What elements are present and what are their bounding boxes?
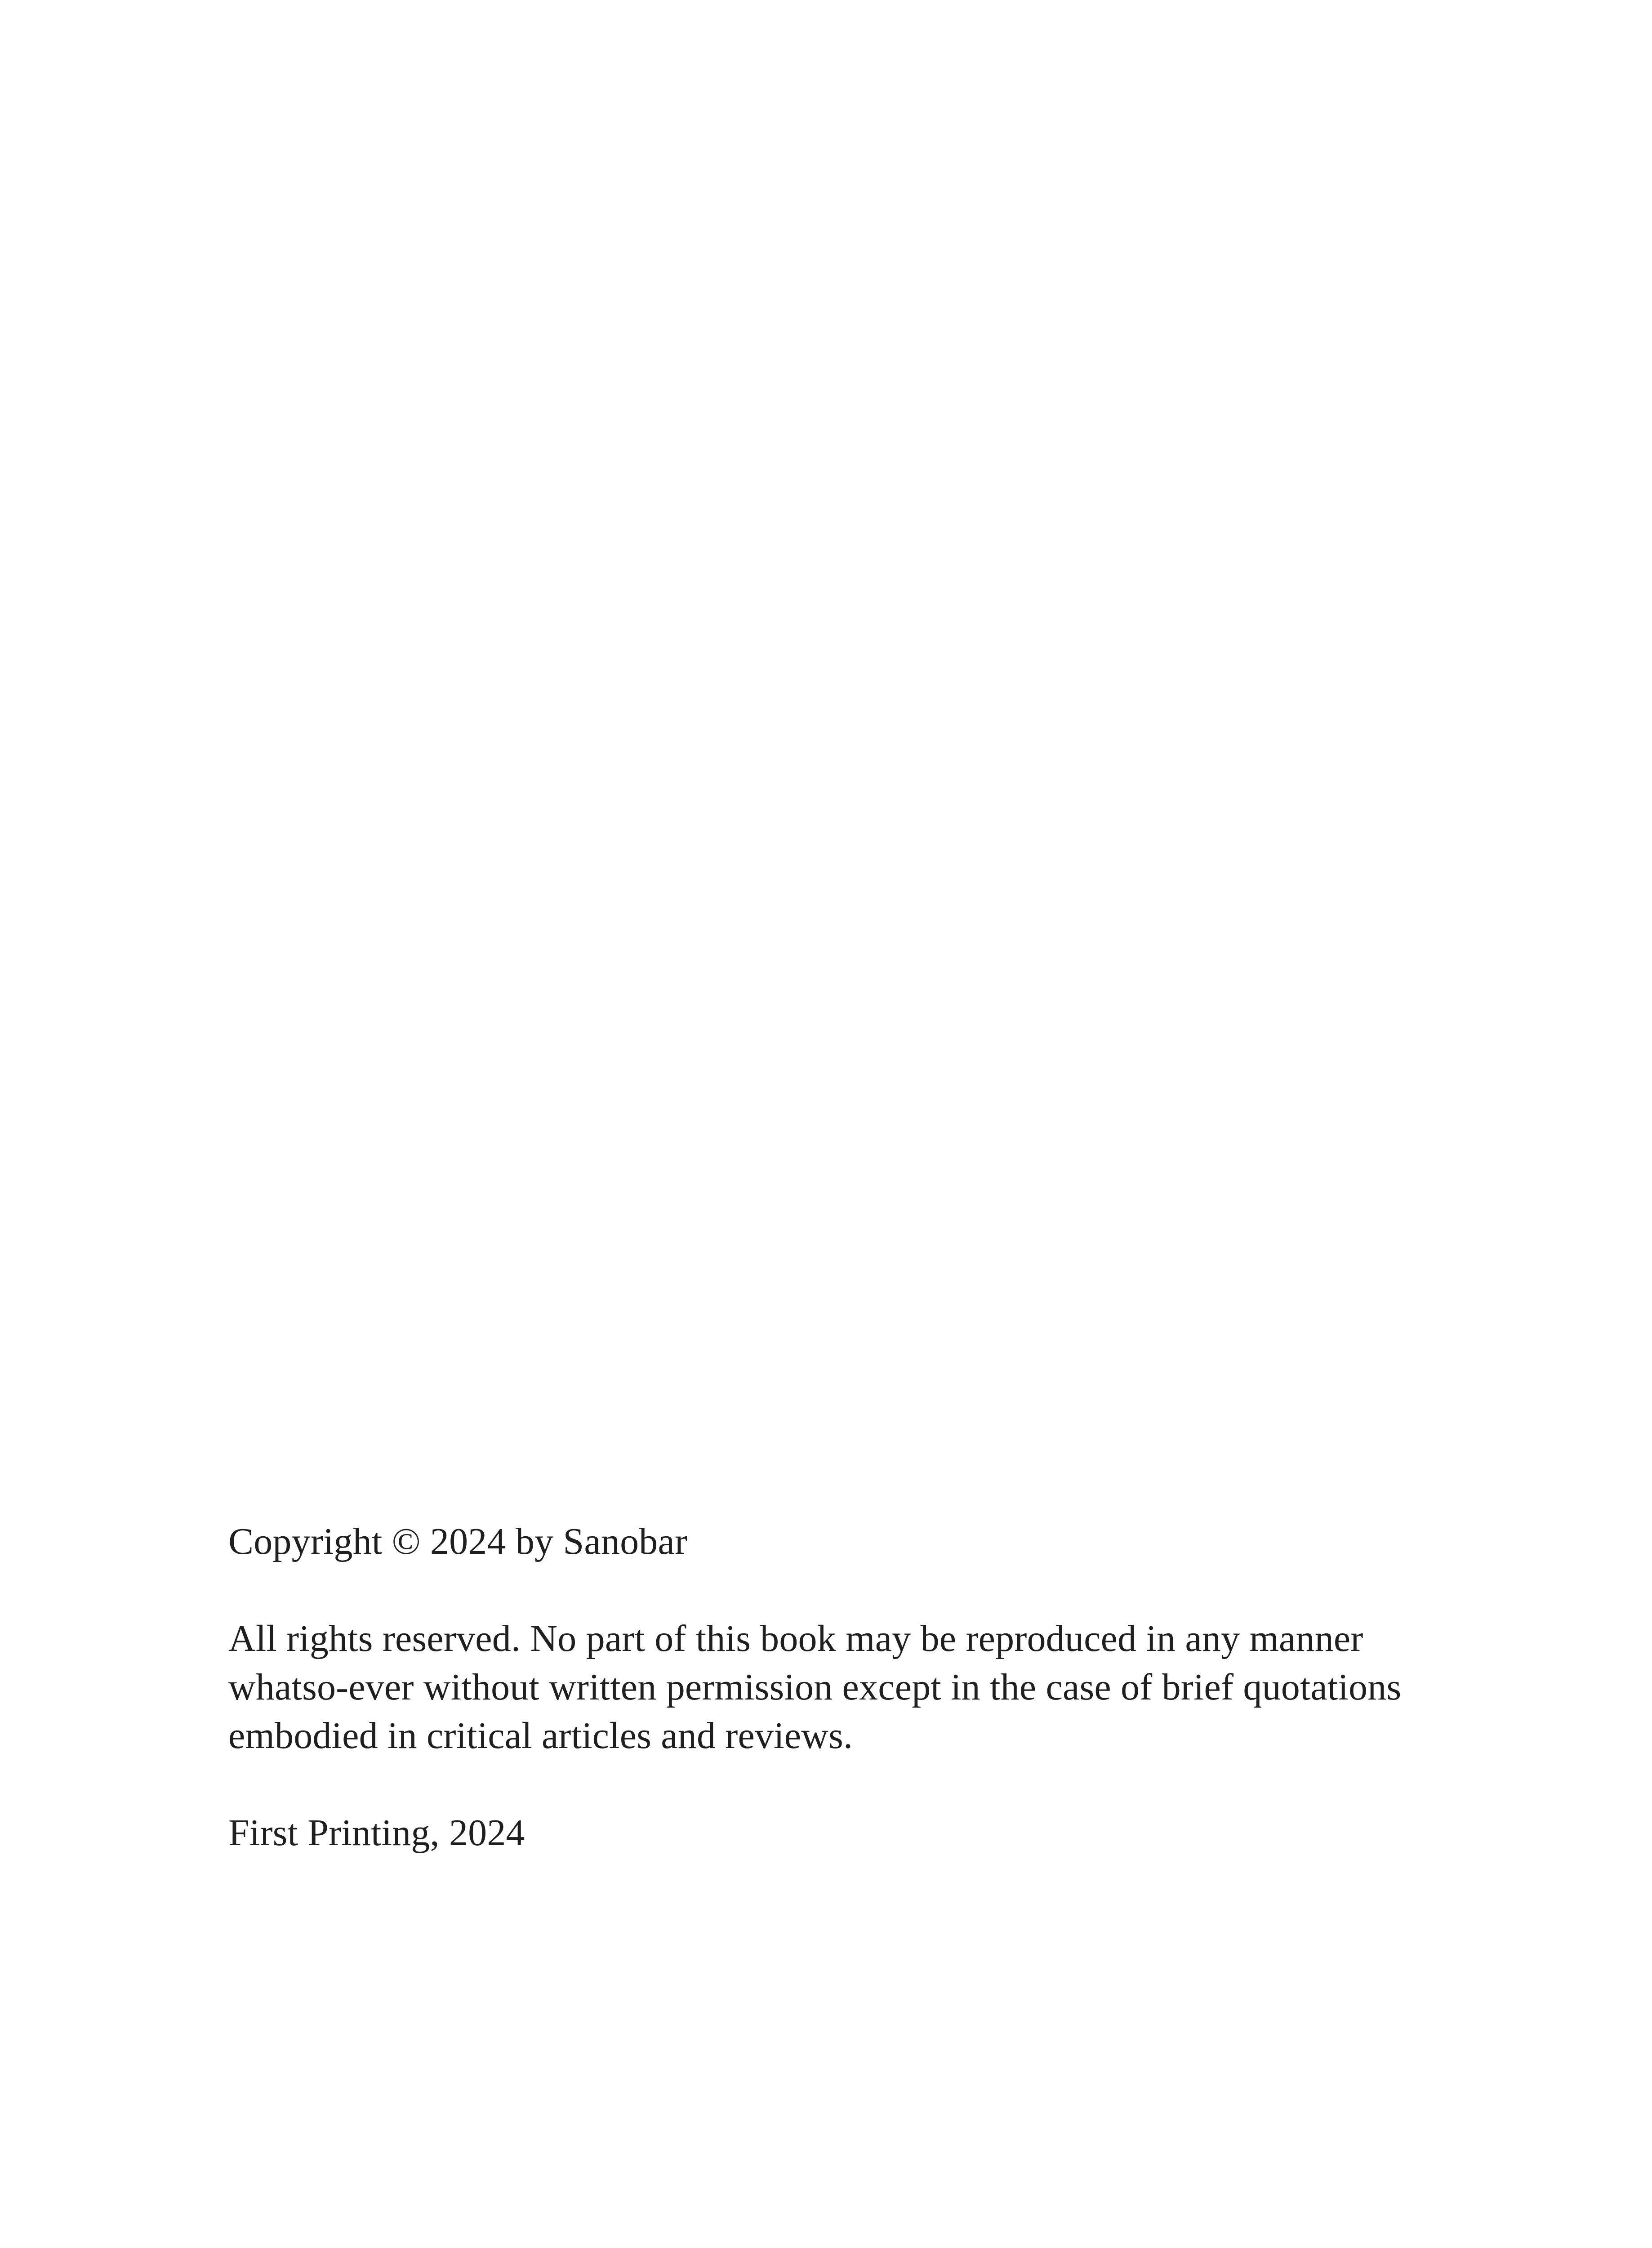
copyright-notice xyxy=(228,1517,1532,1857)
printing-line: First Printing, 2024 xyxy=(228,1812,525,1854)
copyright-line: Copyright © 2024 by Sanobar xyxy=(228,1521,688,1562)
rights-statement: All rights reserved. No part of this book may be reproduced in any manner whatso-ever without written permission except in the case of brief quotations embodied in critical articles and reviews. xyxy=(228,1618,1402,1757)
